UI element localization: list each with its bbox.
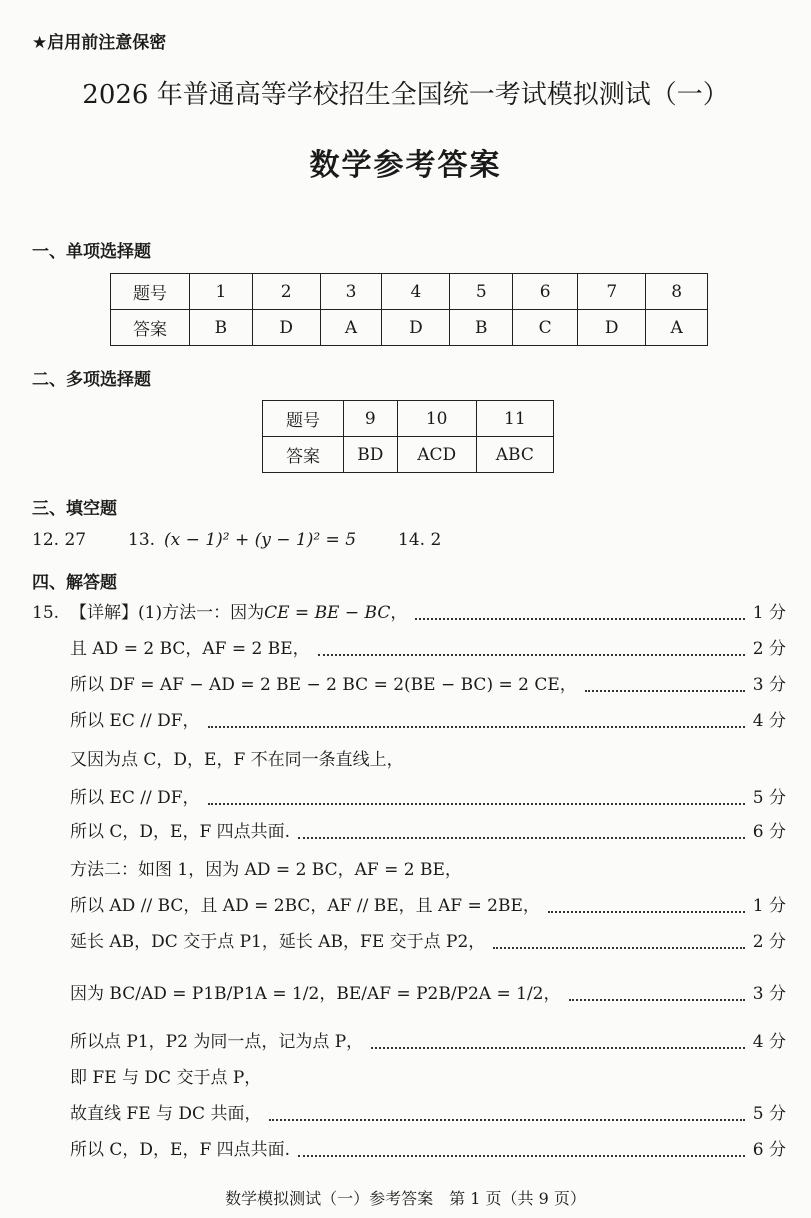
dot-leader: [415, 616, 744, 620]
score-points: 5 分: [752, 1104, 786, 1124]
q14-answer: 14. 2: [398, 530, 442, 550]
score-points: 4 分: [752, 1032, 786, 1052]
solution-text: 所以 DF = AF − AD = 2 BE − 2 BC = 2(BE − BC) = 2 CE，: [70, 675, 577, 695]
score-points: 3 分: [752, 675, 786, 695]
solution-line: [70, 927, 786, 957]
solution-text: 又因为点 C，D，E，F 不在同一条直线上，: [70, 750, 404, 770]
row-label: 答案: [111, 310, 190, 346]
question-number: 2: [252, 274, 320, 310]
answer-cell: ACD: [397, 437, 476, 473]
answer-cell: B: [190, 310, 253, 346]
solution-text: 所以 C，D，E，F 四点共面.: [70, 1140, 291, 1160]
solution-text: 且 AD = 2 BC，AF = 2 BE，: [70, 639, 310, 659]
solution-line: [70, 783, 786, 813]
solution-line: [70, 706, 786, 736]
dot-leader: [269, 1117, 744, 1121]
solution-line: [70, 891, 786, 921]
q15-label: 15.: [32, 603, 60, 623]
q13-label: 13.: [128, 530, 156, 550]
solution-text: 所以 EC // DF，: [70, 711, 200, 731]
q13-answer: (x − 1)² + (y − 1)² = 5: [164, 530, 357, 550]
score-points: 6 分: [752, 822, 786, 842]
question-number: 10: [397, 401, 476, 437]
solution-line: [70, 1027, 786, 1057]
score-points: 2 分: [752, 932, 786, 952]
solution-text: 所以点 P1，P2 为同一点，记为点 P，: [70, 1032, 364, 1052]
solution-text: 所以 C，D，E，F 四点共面.: [70, 822, 291, 842]
dot-leader: [548, 909, 745, 913]
page-footer: 数学模拟测试（一）参考答案 第 1 页（共 9 页）: [225, 1189, 586, 1208]
solution-line: [70, 1099, 786, 1129]
score-points: 2 分: [752, 639, 786, 659]
table-row: [111, 274, 708, 310]
score-points: 6 分: [752, 1140, 786, 1160]
row-label: 答案: [263, 437, 344, 473]
question-number: 1: [190, 274, 253, 310]
question-number: 9: [344, 401, 398, 437]
section3-heading: 三、填空题: [32, 499, 117, 519]
vector-equation: CE = BE − BC: [264, 603, 391, 623]
single-choice-table: [110, 273, 708, 346]
solution-text: 即 FE 与 DC 交于点 P，: [70, 1068, 262, 1088]
table-row: [263, 437, 554, 473]
score-points: 3 分: [752, 984, 786, 1004]
question-number: 7: [578, 274, 646, 310]
score-points: 5 分: [752, 788, 786, 808]
question-number: 5: [450, 274, 513, 310]
dot-leader: [208, 801, 745, 805]
dot-leader: [569, 997, 745, 1001]
solution-line: [70, 1135, 786, 1165]
row-label: 题号: [111, 274, 190, 310]
exam-title: 2026 年普通高等学校招生全国统一考试模拟测试（一）: [82, 80, 729, 110]
multi-choice-table: [262, 400, 554, 473]
solution-text: 因为 BC/AD = P1B/P1A = 1/2，BE/AF = P2B/P2A = 1/2，: [70, 984, 561, 1004]
score-points: 1 分: [752, 896, 786, 916]
solution-text: 方法二：如图 1，因为 AD = 2 BC，AF = 2 BE，: [70, 860, 462, 880]
dot-leader: [298, 835, 745, 839]
section4-heading: 四、解答题: [32, 573, 117, 593]
answer-cell: B: [450, 310, 513, 346]
score-points: 4 分: [752, 711, 786, 731]
solution-line: [70, 634, 786, 664]
question-number: 11: [476, 401, 553, 437]
solution-line: [70, 745, 786, 775]
dot-leader: [208, 724, 745, 728]
solution-text: 所以 AD // BC，且 AD = 2BC，AF // BE，且 AF = 2BE，: [70, 896, 540, 916]
answer-cell: A: [646, 310, 708, 346]
table-row: [111, 310, 708, 346]
answer-cell: ABC: [476, 437, 553, 473]
document-subtitle: 数学参考答案: [309, 148, 502, 183]
section1-heading: 一、单项选择题: [32, 242, 151, 262]
dot-leader: [585, 688, 745, 692]
answer-cell: D: [578, 310, 646, 346]
answer-cell: D: [252, 310, 320, 346]
row-label: 题号: [263, 401, 344, 437]
dot-leader: [318, 652, 745, 656]
solution-line: [70, 979, 786, 1009]
question-number: 3: [320, 274, 382, 310]
confidential-notice: ★启用前注意保密: [32, 33, 167, 53]
solution-line: [70, 855, 786, 885]
table-row: [263, 401, 554, 437]
question-number: 8: [646, 274, 708, 310]
solution-line: [70, 1063, 786, 1093]
question-number: 4: [382, 274, 450, 310]
q12-answer: 12. 27: [32, 530, 87, 550]
solution-line: 【详解】(1)方法一：因为 CE = BE − BC ， 1 分: [70, 598, 786, 628]
answer-cell: BD: [344, 437, 398, 473]
dot-leader: [371, 1045, 745, 1049]
question-number: 6: [513, 274, 578, 310]
dot-leader: [298, 1153, 745, 1157]
solution-text: 所以 EC // DF，: [70, 788, 200, 808]
answer-cell: C: [513, 310, 578, 346]
solution-line: [70, 670, 786, 700]
method1-intro: 【详解】(1)方法一：因为: [70, 603, 265, 623]
solution-text: 故直线 FE 与 DC 共面，: [70, 1104, 262, 1124]
solution-line: [70, 817, 786, 847]
answer-cell: D: [382, 310, 450, 346]
answer-cell: A: [320, 310, 382, 346]
dot-leader: [493, 945, 744, 949]
score-points: 1 分: [752, 603, 786, 623]
section2-heading: 二、多项选择题: [32, 370, 151, 390]
solution-text: 延长 AB，DC 交于点 P1，延长 AB，FE 交于点 P2，: [70, 932, 486, 952]
